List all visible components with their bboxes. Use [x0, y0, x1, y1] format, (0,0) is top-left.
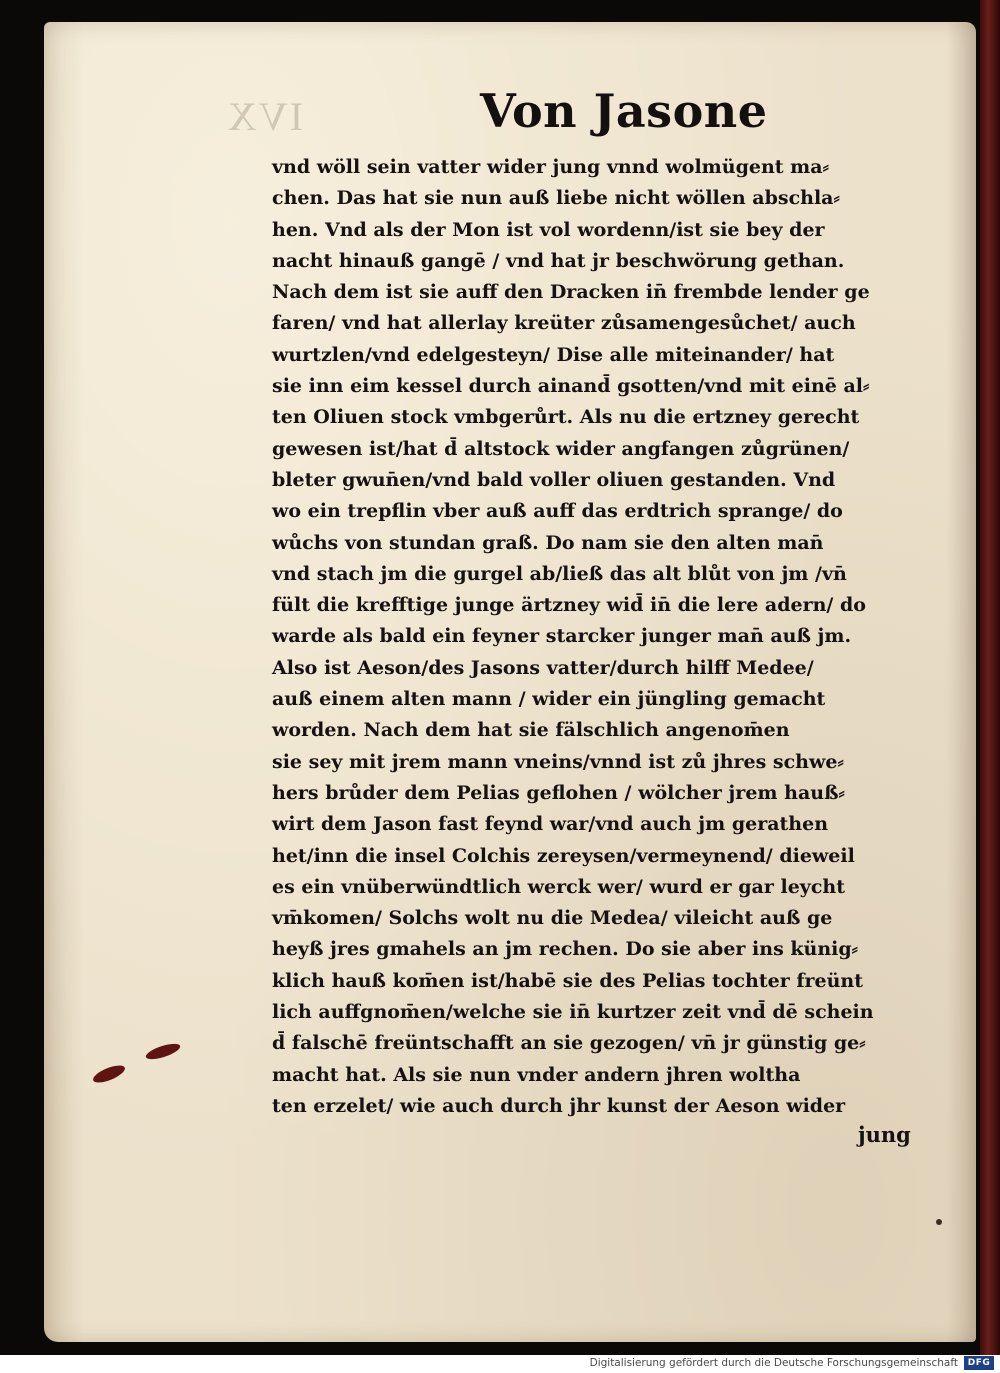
- text-line: wirt dem Jason fast feynd war/vnd auch jm gerathen: [272, 813, 829, 836]
- text-line: d̄ falschē freüntschafft an sie gezogen/ vn̄ jr günstig ge⸗: [272, 1032, 866, 1055]
- text-line: auß einem alten mann / wider ein jüngling gemacht: [272, 688, 826, 711]
- catchword: jung: [858, 1122, 911, 1147]
- body-text: [272, 152, 932, 1122]
- text-line: vnd stach jm die gurgel ab/ließ das alt blůt von jm /vn̄: [272, 562, 847, 585]
- text-line: es ein vnüberwündtlich werck wer/ wurd er gar leycht: [272, 875, 845, 898]
- text-line: ten erzelet/ wie auch durch jhr kunst der Aeson wider: [272, 1094, 846, 1117]
- text-line: heyß jres gmahels an jm rechen. Do sie aber ins künig⸗: [272, 938, 859, 961]
- book-edge: [980, 0, 1000, 1355]
- text-line: wurtzlen/vnd edelgesteyn/ Dise alle miteinander/ hat: [272, 343, 835, 366]
- text-line: sie sey mit jrem mann vneins/vnnd ist zů jhres schwe⸗: [272, 750, 844, 773]
- text-line: vm̄komen/ Solchs wolt nu die Medea/ vileicht auß ge: [272, 907, 833, 930]
- text-line: Also ist Aeson/des Jasons vatter/durch hilff Medee/: [272, 656, 814, 679]
- text-line: hen. Vnd als der Mon ist vol wordenn/ist sie bey der: [272, 218, 825, 241]
- text-line: faren/ vnd hat allerlay kreüter zůsamengesůchet/ auch: [272, 312, 856, 335]
- text-line: lich auffgnom̄en/welche sie in̄ kurtzer zeit vnd̄ dē schein: [272, 1001, 874, 1024]
- text-line: worden. Nach dem hat sie fälschlich angenom̄en: [272, 719, 790, 742]
- text-line: hers brůder dem Pelias geflohen / wölcher jrem hauß⸗: [272, 781, 845, 804]
- text-line: het/inn die insel Colchis zereysen/vermeynend/ dieweil: [272, 844, 855, 867]
- dfg-logo: DFG: [964, 1356, 994, 1370]
- text-line: bleter gwun̄en/vnd bald voller oliuen gestanden. Vnd: [272, 468, 836, 491]
- text-line: fült die krefftige junge ärtzney wid̄ in̄ die lere adern/ do: [272, 594, 866, 617]
- text-line: Nach dem ist sie auff den Dracken in̄ frembde lender ge: [272, 281, 870, 304]
- paper-speck: [936, 1219, 942, 1225]
- text-line: vnd wöll sein vatter wider jung vnnd wolmügent ma⸗: [272, 156, 829, 178]
- text-line: gewesen ist/hat d̄ altstock wider angfangen zůgrünen/: [272, 437, 850, 460]
- text-line: klich hauß kom̄en ist/habē sie des Pelias tochter freünt: [272, 969, 864, 992]
- bleed-through-text: IVX: [226, 94, 304, 139]
- text-line: wůchs von stundan graß. Do nam sie den alten man̄: [272, 531, 824, 554]
- digitization-credit: Digitalisierung gefördert durch die Deutsche Forschungsgemeinschaft: [589, 1357, 958, 1369]
- text-line: macht hat. Als sie nun vnder andern jhren woltha: [272, 1063, 801, 1086]
- text-line: warde als bald ein feyner starcker junger man̄ auß jm.: [272, 625, 852, 648]
- text-line: nacht hinauß gangē / vnd hat jr beschwörung gethan.: [272, 249, 845, 272]
- text-line: ten Oliuen stock vmbgerůrt. Als nu die ertzney gerecht: [272, 406, 860, 429]
- running-head: Von Jasone: [480, 84, 768, 138]
- text-line: chen. Das hat sie nun auß liebe nicht wöllen abschla⸗: [272, 187, 840, 210]
- text-line: wo ein trepflin vber auß auff das erdtrich sprange/ do: [272, 500, 843, 523]
- text-line: sie inn eim kessel durch ainand̄ gsotten/vnd mit einē al⸗: [272, 375, 870, 398]
